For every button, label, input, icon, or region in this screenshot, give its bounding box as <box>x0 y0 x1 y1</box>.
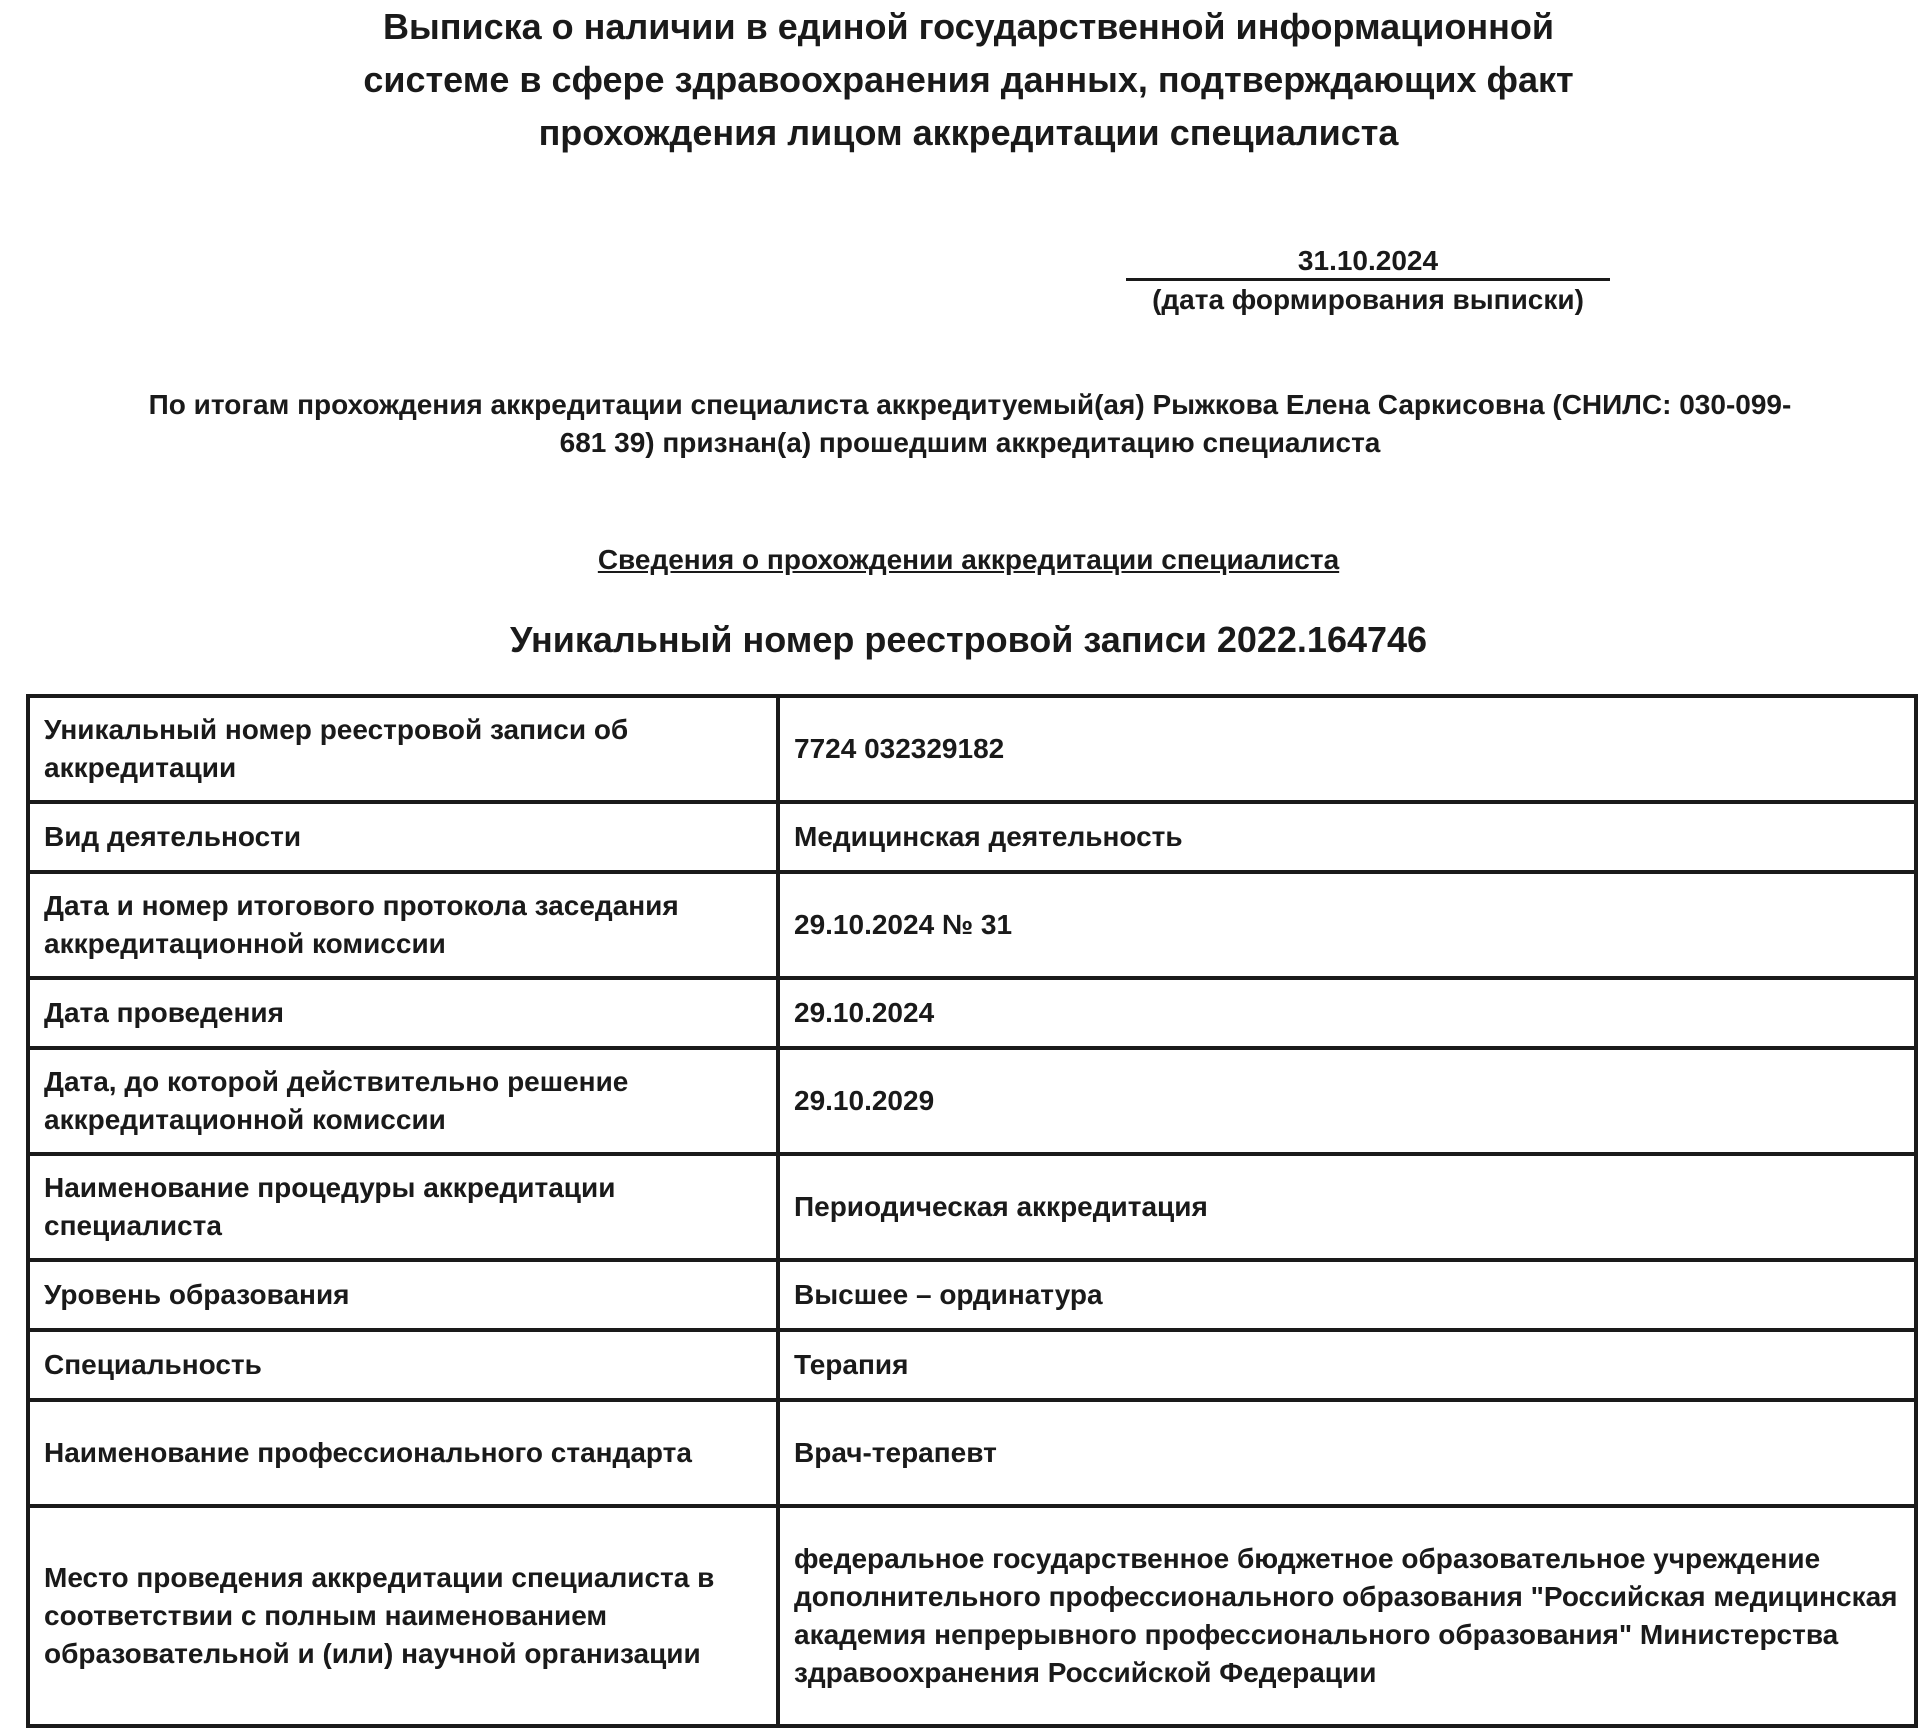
document-title-line-3: прохождения лицом аккредитации специалиста <box>538 112 1399 153</box>
table-row <box>28 978 1916 1048</box>
table-row <box>28 1506 1916 1726</box>
row-label: Наименование профессионального стандарта <box>28 1400 778 1506</box>
row-value: 29.10.2029 <box>778 1048 1916 1154</box>
result-line-1: По итогам прохождения аккредитации специалиста аккредитуемый(ая) Рыжкова Елена Саркисовна (СНИЛС: 030-099- <box>148 389 1792 420</box>
row-label: Вид деятельности <box>28 802 778 872</box>
row-label: Дата проведения <box>28 978 778 1048</box>
row-value: Высшее – ординатура <box>778 1260 1916 1330</box>
row-label: Специальность <box>28 1330 778 1400</box>
document-title-line-1: Выписка о наличии в единой государственной информационной <box>382 6 1555 47</box>
row-value: Врач-терапевт <box>778 1400 1916 1506</box>
table-row <box>28 802 1916 872</box>
table-row <box>28 1260 1916 1330</box>
row-label: Уровень образования <box>28 1260 778 1330</box>
issue-date: 31.10.2024 <box>1126 244 1610 281</box>
row-value: Терапия <box>778 1330 1916 1400</box>
row-label: Уникальный номер реестровой записи об аккредитации <box>28 696 778 802</box>
row-value: 29.10.2024 <box>778 978 1916 1048</box>
row-label: Дата и номер итогового протокола заседания аккредитационной комиссии <box>28 872 778 978</box>
document-title <box>0 0 1925 159</box>
row-value: Периодическая аккредитация <box>778 1154 1916 1260</box>
table-row <box>28 1330 1916 1400</box>
section-heading: Сведения о прохождении аккредитации специалиста <box>597 544 1340 575</box>
row-label: Дата, до которой действительно решение аккредитационной комиссии <box>28 1048 778 1154</box>
table-row <box>28 872 1916 978</box>
table-row <box>28 1154 1916 1260</box>
issue-date-block <box>1126 244 1610 319</box>
row-label: Место проведения аккредитации специалиста в соответствии с полным наименованием образовательной и (или) научной организации <box>28 1506 778 1726</box>
accreditation-details-table <box>26 694 1918 1728</box>
table-row <box>28 696 1916 802</box>
issue-date-caption: (дата формирования выписки) <box>1152 284 1584 315</box>
row-label: Наименование процедуры аккредитации специалиста <box>28 1154 778 1260</box>
row-value: 7724 032329182 <box>778 696 1916 802</box>
row-value: федеральное государственное бюджетное образовательное учреждение дополнительного профессионального образования "Российская медицинская академия непрерывного профессионального образования" Министерства здравоохранения Российской Федерации <box>778 1506 1916 1726</box>
accreditation-result-statement <box>40 386 1900 462</box>
table-row <box>28 1048 1916 1154</box>
result-line-2: 681 39) признан(а) прошедшим аккредитацию специалиста <box>559 427 1381 458</box>
row-value: Медицинская деятельность <box>778 802 1916 872</box>
document-title-line-2: системе в сфере здравоохранения данных, подтверждающих факт <box>363 59 1574 100</box>
row-value: 29.10.2024 № 31 <box>778 872 1916 978</box>
registry-number-heading: Уникальный номер реестровой записи 2022.164746 <box>509 619 1428 660</box>
table-row <box>28 1400 1916 1506</box>
